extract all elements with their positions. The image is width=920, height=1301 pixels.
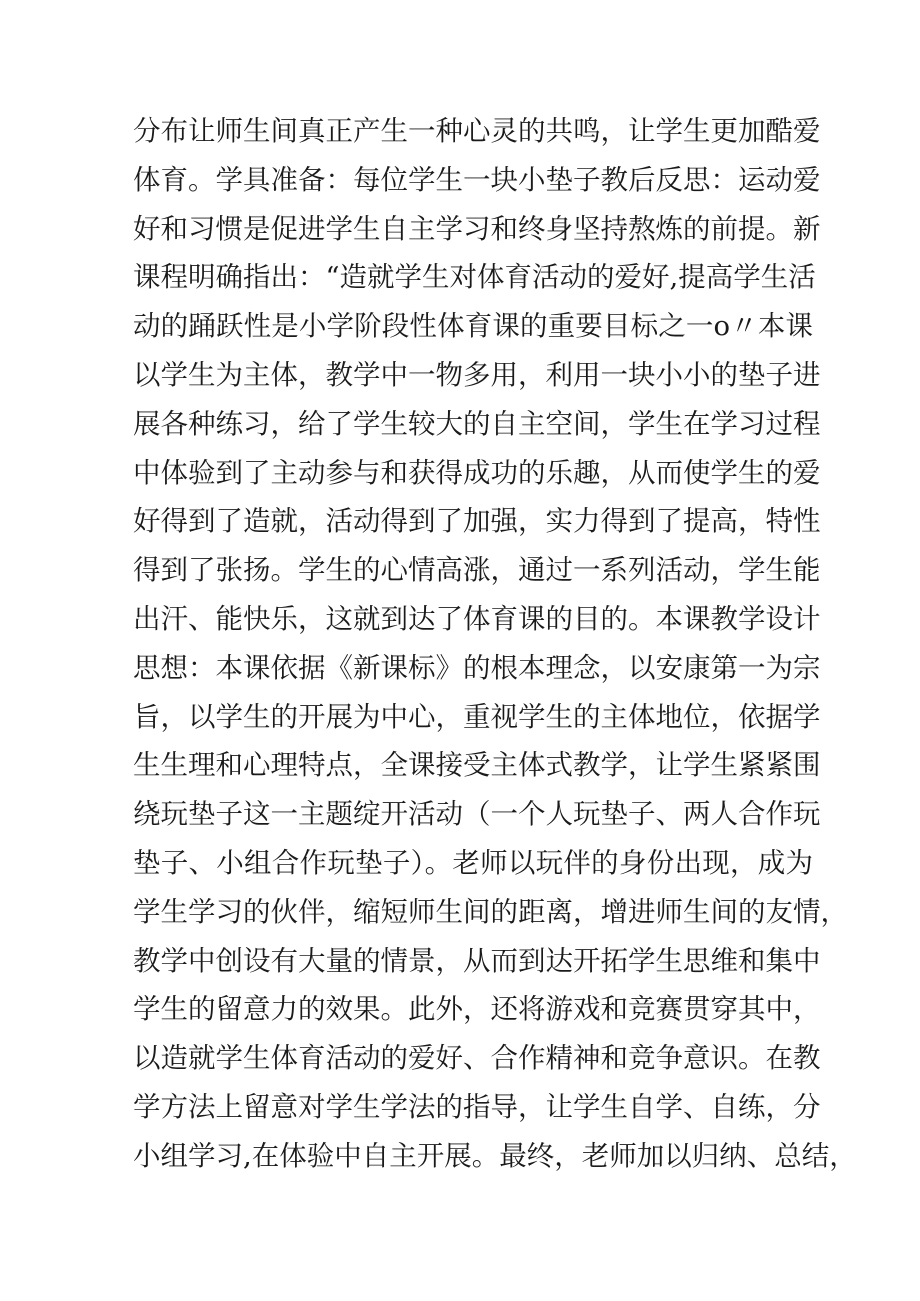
text-line: 垫子、小组合作玩垫子）。老师以玩伴的身份出现，成为 [133,846,813,879]
text-line: 好得到了造就，活动得到了加强，实力得到了提高，特性 [133,505,821,538]
text-line: 学方法上留意对学生学法的指导，让学生自学、自练，分 [133,1090,821,1123]
text-line: 生生理和心理特点，全课接受主体式教学，让学生紧紧围 [133,749,821,782]
text-line: 分布让师生间真正产生一种心灵的共鸣，让学生更加酷爱 [133,115,821,147]
text-line: 以造就学生体育活动的爱好、合作精神和竞争意识。在教 [133,1042,821,1075]
text-line: 得到了张扬。学生的心情高涨，通过一系列活动，学生能 [133,554,821,587]
text-line: 体育。学具准备：每位学生一块小垫子教后反思：运动爱 [133,163,821,196]
text-line: 动的踊跃性是小学阶段性体育课的重要目标之一o〃本课 [133,310,813,343]
text-line: 旨，以学生的开展为中心，重视学生的主体地位，依据学 [133,700,821,733]
body-text [133,107,857,1181]
text-line: 小组学习,在体验中自主开展。最终，老师加以归纳、总结， [133,1139,857,1172]
text-line: 学生学习的伙伴，缩短师生间的距离，增进师生间的友情， [133,895,848,928]
text-line: 绕玩垫子这一主题绽开活动（一个人玩垫子、两人合作玩 [133,798,821,831]
text-line: 课程明确指出：“造就学生对体育活动的爱好,提高学生活 [133,261,816,294]
text-line: 学生的留意力的效果。此外，还将游戏和竞赛贯穿其中， [133,993,821,1026]
text-line: 以学生为主体，教学中一物多用，利用一块小小的垫子进 [133,358,821,391]
text-line: 展各种练习，给了学生较大的自主空间，学生在学习过程 [133,407,821,440]
text-line: 思想：本课依据《新课标》的根本理念，以安康第一为宗 [133,651,821,684]
text-line: 中体验到了主动参与和获得成功的乐趣，从而使学生的爱 [133,456,821,489]
text-line: 教学中创设有大量的情景，从而到达开拓学生思维和集中 [133,944,821,977]
text-line: 好和习惯是促进学生自主学习和终身坚持熬炼的前提。新 [133,212,821,245]
text-line: 出汗、能快乐，这就到达了体育课的目的。本课教学设计 [133,602,821,635]
